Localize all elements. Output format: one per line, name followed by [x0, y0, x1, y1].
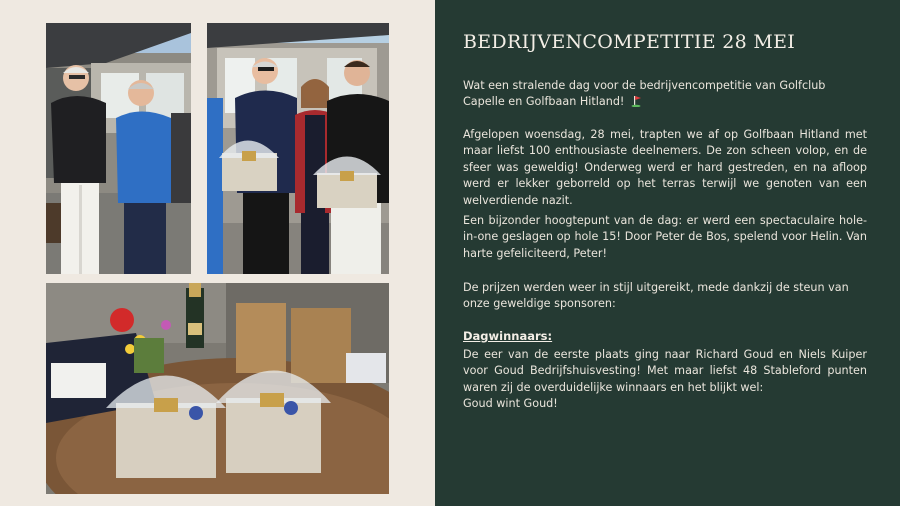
- paragraph-prizes: De prijzen werden weer in stijl uitgereikt, mede dankzij de steun van onze geweldige sponsoren:: [463, 281, 849, 311]
- winners-text: De eer van de eerste plaats ging naar Richard Goud en Niels Kuiper voor Goud Bedrijfshuisvesting! Met maar liefst 48 Stableford punten waren zij de overduidelijke winnaars en het blijkt wel:: [463, 348, 867, 394]
- photo-two-golfers-image: [46, 23, 191, 274]
- intro-text: Wat een stralende dag voor de bedrijvencompetitie van Golfclub Capelle en Golfbaan Hitland!: [463, 79, 826, 109]
- paragraph-winners: [463, 347, 867, 413]
- paragraph-event: Afgelopen woensdag, 28 mei, trapten we af op Golfbaan Hitland met maar liefst 100 enthousiaste deelnemers. De zon scheen volop, en de sfeer was geweldig! Onderweg werd er hard gestreden, en na afloop werd er lekker geborreld op het terras terwijl we genoten van een welverdiende nazit.: [463, 128, 867, 207]
- paragraph-hole-in-one: Een bijzonder hoogtepunt van de dag: er werd een spectaculaire hole-in-one geslagen op hole 15! Door Peter de Bos, spelend voor Helin. Van harte gefeliciteerd, Peter!: [463, 214, 867, 260]
- photo-collage: [0, 0, 435, 506]
- photo-two-golfers: [46, 23, 191, 274]
- photo-prize-winners: [207, 23, 389, 274]
- golf-flag-icon: [631, 95, 643, 107]
- photo-gift-baskets-image: [46, 283, 389, 494]
- intro-paragraph: [463, 78, 867, 111]
- winners-heading: Dagwinnaars:: [463, 329, 553, 343]
- article-title: BEDRIJVENCOMPETITIE 28 MEI: [463, 31, 796, 53]
- article-panel: [435, 0, 900, 506]
- closing-line: Goud wint Goud!: [463, 397, 558, 411]
- photo-prize-winners-image: [207, 23, 389, 274]
- photo-gift-baskets: [46, 283, 389, 494]
